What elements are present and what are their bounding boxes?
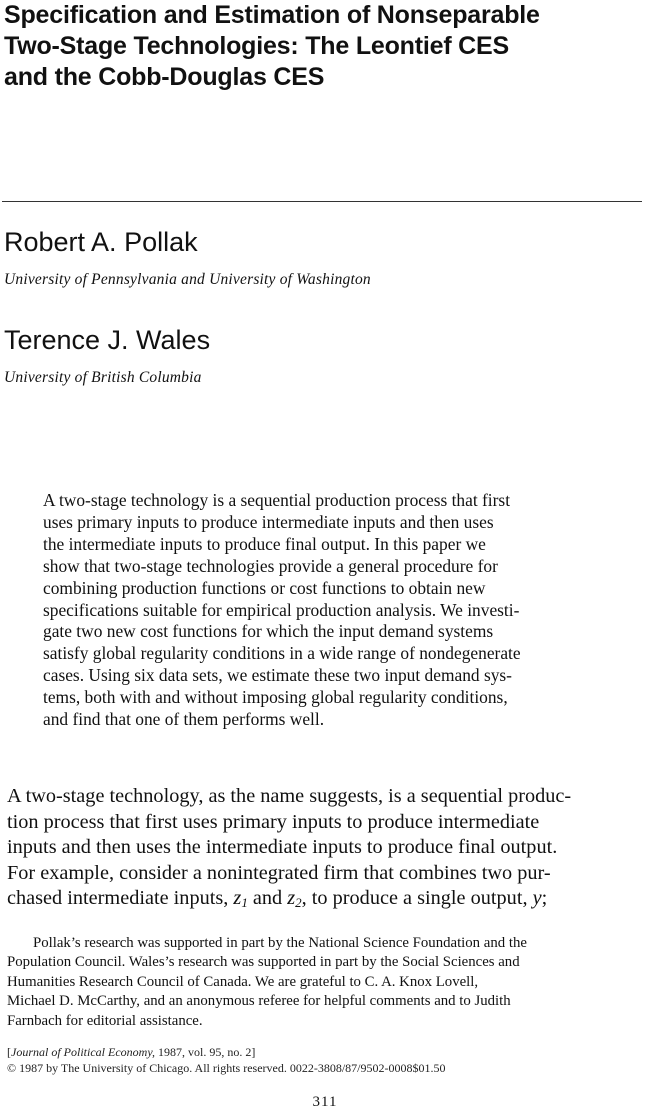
footnote-line: Humanities Research Council of Canada. We are grateful to C. A. Knox Lovell, (7, 973, 479, 990)
body-line-text: ; (541, 887, 548, 909)
variable-z1: $z_1$ (233, 887, 248, 910)
abstract-line: tems, both with and without imposing global regularity conditions, (43, 687, 508, 708)
abstract-line: show that two-stage technologies provide a general procedure for (43, 555, 498, 576)
abstract (43, 490, 603, 731)
acknowledgement-footnote (7, 934, 647, 1031)
journal-citation (7, 1044, 647, 1076)
paper-title (4, 0, 644, 93)
body-line: inputs and then uses the intermediate inputs to produce final output. (7, 836, 558, 858)
body-line: A two-stage technology, as the name suggests, is a sequential produc- (7, 785, 572, 807)
variable-y: y (532, 887, 542, 909)
copyright-line: © 1987 by The University of Chicago. All rights reserved. 0022-3808/87/9502-0008$01.50 (7, 1061, 446, 1075)
variable-z2: $z_2$ (287, 887, 302, 910)
title-line: Two-Stage Technologies: The Leontief CES (4, 32, 509, 60)
footnote-line: Population Council. Wales’s research was supported in part by the Social Sciences and (7, 954, 520, 971)
abstract-line: combining production functions or cost functions to obtain new (43, 577, 486, 598)
body-line: For example, consider a nonintegrated firm that combines two pur- (7, 861, 551, 884)
title-divider (2, 201, 642, 202)
abstract-line: specifications suitable for empirical production analysis. We investi- (43, 599, 520, 620)
journal-name: Journal of Political Economy, (11, 1045, 155, 1059)
abstract-line: A two-stage technology is a sequential production process that first (43, 490, 511, 510)
footnote-line: Michael D. McCarthy, and an anonymous referee for helpful comments and to Judith (7, 993, 511, 1010)
body-line-text: , to produce a single output, (301, 887, 533, 909)
abstract-line: satisfy global regularity conditions in a wide range of nondegenerate (43, 643, 521, 664)
abstract-line: uses primary inputs to produce intermediate inputs and then uses (43, 511, 494, 532)
title-line: and the Cobb-Douglas CES (4, 63, 325, 91)
title-line: Specification and Estimation of Nonseparable (4, 1, 540, 29)
journal-citation-line: [Journal of Political Economy, 1987, vol. 95, no. 2] (7, 1045, 256, 1059)
abstract-line: the intermediate inputs to produce final output. In this paper we (43, 533, 486, 554)
abstract-line: gate two new cost functions for which the input demand systems (43, 621, 494, 642)
footnote-line: Farnbach for editorial assistance. (7, 1012, 203, 1029)
body-paragraph (7, 784, 647, 912)
author-name-wales: Terence J. Wales (4, 325, 211, 355)
author-affiliation-pollak: University of Pennsylvania and University of Washington (4, 271, 371, 288)
author-affiliation-wales: University of British Columbia (4, 369, 202, 386)
body-line-text: chased intermediate inputs, (7, 887, 234, 909)
page-number: 311 (312, 1094, 338, 1110)
body-line: tion process that first uses primary inputs to produce intermediate (7, 810, 540, 833)
author-name-pollak: Robert A. Pollak (4, 227, 198, 257)
body-line-text: and (247, 887, 288, 909)
body-line (7, 886, 647, 912)
abstract-line: and find that one of them performs well. (43, 709, 325, 730)
abstract-line: cases. Using six data sets, we estimate these two input demand sys- (43, 665, 512, 686)
footnote-line: Pollak’s research was supported in part by the National Science Foundation and the (33, 935, 527, 951)
